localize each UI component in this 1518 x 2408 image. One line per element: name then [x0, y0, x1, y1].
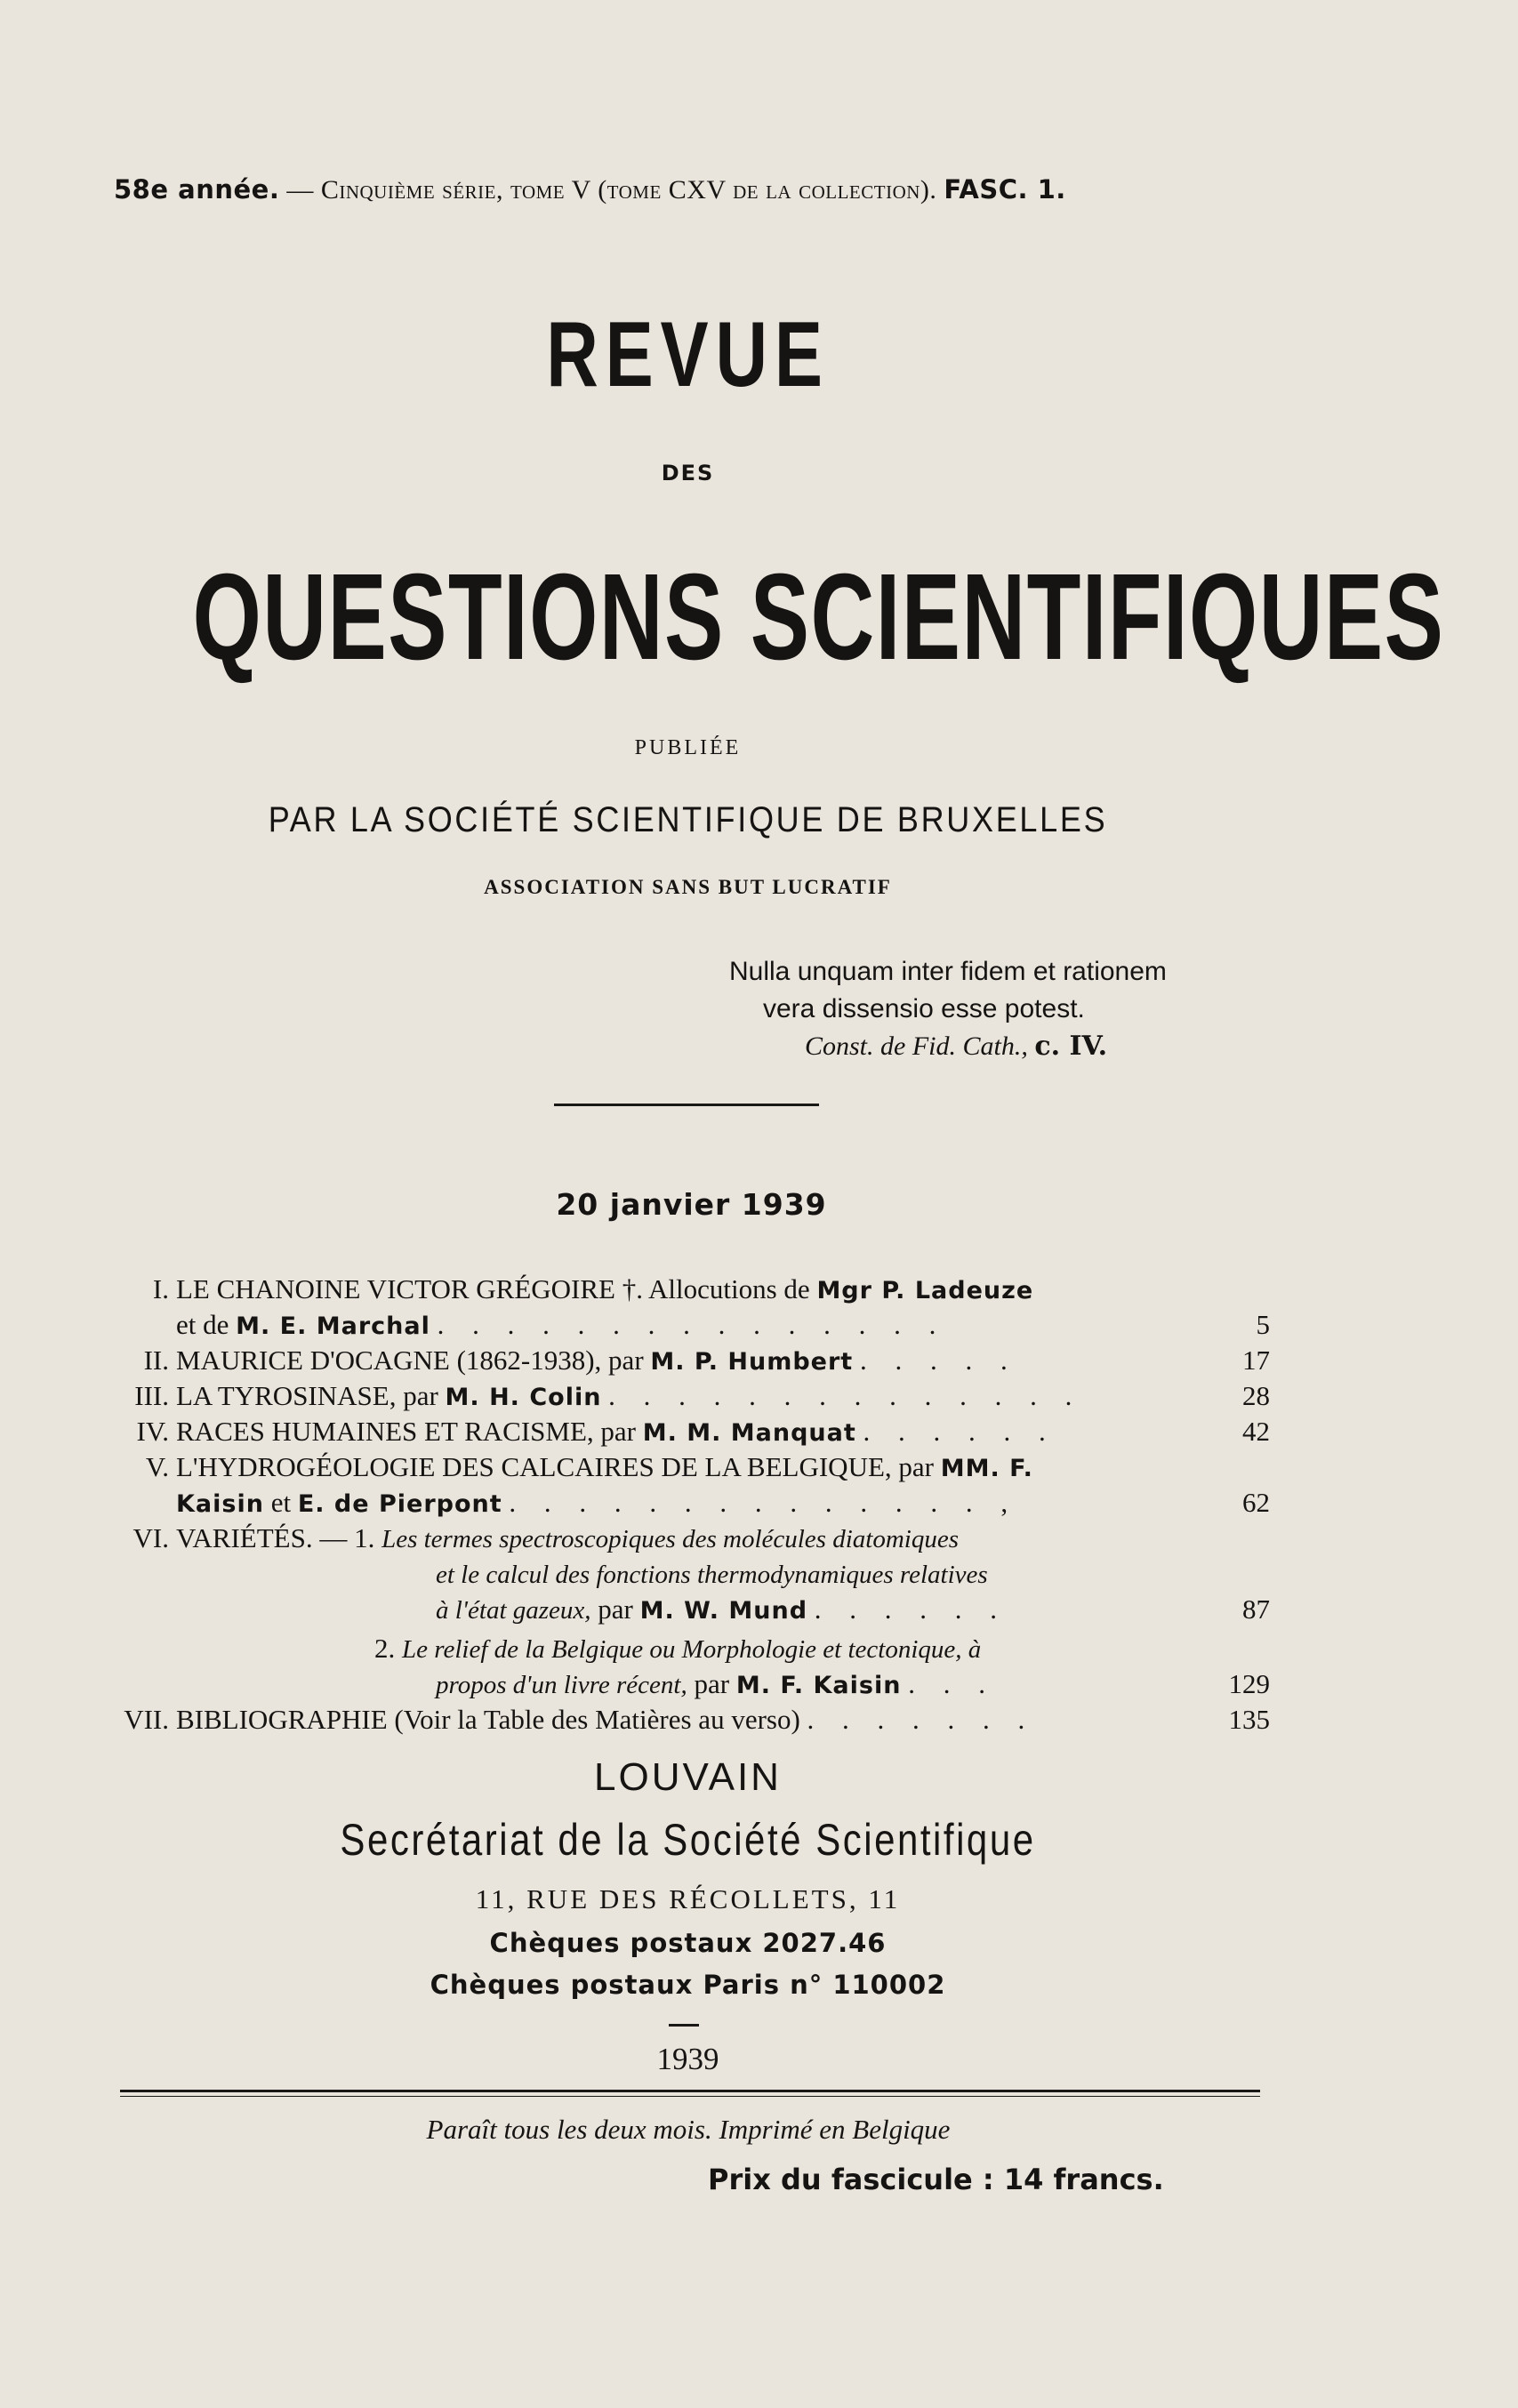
toc-row: III. LA TYROSINASE, par M. H. Colin . . . . . . . . . . . . . . 28: [114, 1378, 1270, 1414]
toc-number: II.: [143, 1344, 169, 1376]
toc-author: Kaisin: [176, 1490, 264, 1518]
toc-title: LE CHANOINE VICTOR GRÉGOIRE †. Allocutions de: [176, 1273, 817, 1304]
title-main: QUESTIONS SCIENTIFIQUES: [192, 549, 1445, 686]
toc-page: 62: [1242, 1487, 1270, 1518]
toc-number: V.: [145, 1451, 169, 1482]
imprint-cheques-paris: Chèques postaux Paris n° 110002: [430, 1970, 946, 2000]
toc-number: 2.: [374, 1633, 402, 1664]
table-of-contents: [114, 1272, 1270, 1738]
imprint-year: 1939: [656, 2042, 719, 2076]
toc-author-2: E. de Pierpont: [297, 1490, 502, 1518]
imprint-address: 11, RUE DES RÉCOLLETS, 11: [475, 1883, 901, 1914]
toc-by: par: [590, 1593, 640, 1625]
imprint-cheques: Chèques postaux 2027.46: [489, 1928, 887, 1958]
toc-number: III.: [134, 1380, 169, 1411]
toc-row: propos d'un livre récent, par M. F. Kaisin . . . 129: [114, 1666, 1270, 1702]
title-revue: REVUE: [546, 303, 830, 406]
toc-article-title: Le relief de la Belgique ou Morphologie et tectonique, à: [402, 1635, 982, 1664]
toc-article-title: propos d'un livre récent,: [436, 1671, 687, 1699]
imprint-secretariat: Secrétariat de la Société Scientifique: [340, 1815, 1036, 1865]
publisher-name: PAR LA SOCIÉTÉ SCIENTIFIQUE DE BRUXELLES: [268, 800, 1108, 839]
toc-row: VII. BIBLIOGRAPHIE (Voir la Table des Matières au verso) . . . . . . . 135: [114, 1702, 1270, 1738]
toc-title: L'HYDROGÉOLOGIE DES CALCAIRES DE LA BELGIQUE, par: [176, 1451, 941, 1482]
toc-title: LA TYROSINASE, par: [176, 1380, 446, 1411]
motto-source-title: Const. de Fid. Cath.,: [805, 1031, 1028, 1061]
issue-year: 58e année.: [114, 174, 280, 205]
issue-series: — Cinquième série, tome V (tome CXV de la collection).: [286, 175, 937, 205]
toc-title: VARIÉTÉS. — 1.: [176, 1522, 382, 1553]
divider: [554, 1104, 819, 1106]
imprint-city: LOUVAIN: [594, 1755, 782, 1799]
toc-article-title: Les termes spectroscopiques des molécules diatomiques: [382, 1525, 959, 1553]
toc-row: Kaisin et E. de Pierpont . . . . . . . . . . . . . . , 62: [114, 1485, 1270, 1521]
toc-article-title: à l'état gazeux,: [436, 1596, 591, 1625]
toc-author: M. P. Humbert: [650, 1348, 854, 1376]
toc-article-title: et le calcul des fonctions thermodynamiques relatives: [436, 1561, 988, 1589]
toc-title: et: [263, 1487, 298, 1518]
issue-date: 20 janvier 1939: [556, 1187, 827, 1222]
issue-price: Prix du fascicule : 14 francs.: [708, 2163, 1164, 2196]
toc-number: IV.: [136, 1416, 169, 1447]
toc-by: par: [687, 1668, 736, 1699]
title-des: DES: [661, 461, 715, 486]
toc-page: 28: [1242, 1380, 1270, 1411]
association-label: ASSOCIATION SANS BUT LUCRATIF: [484, 876, 892, 898]
toc-author: MM. F.: [940, 1455, 1033, 1482]
toc-row: [114, 1521, 1270, 1556]
motto-source: [729, 1028, 1281, 1065]
toc-row: [114, 1556, 1270, 1592]
published-label: PUBLIÉE: [634, 736, 742, 759]
toc-number: I.: [152, 1273, 169, 1304]
toc-number: VI.: [133, 1522, 169, 1553]
toc-title: MAURICE D'OCAGNE (1862-1938), par: [176, 1344, 651, 1376]
footer-rule: [120, 2090, 1260, 2092]
toc-author: M. E. Marchal: [236, 1312, 430, 1340]
toc-row: [114, 1272, 1270, 1307]
toc-row: II. MAURICE D'OCAGNE (1862-1938), par M. P. Humbert . . . . . 17: [114, 1343, 1270, 1378]
motto: [729, 953, 1281, 1065]
toc-page: 17: [1242, 1344, 1270, 1376]
toc-number: VII.: [124, 1704, 169, 1735]
toc-row: IV. RACES HUMAINES ET RACISME, par M. M. Manquat . . . . . . 42: [114, 1414, 1270, 1449]
toc-row: [114, 1449, 1270, 1485]
toc-author: Mgr P. Ladeuze: [816, 1277, 1034, 1304]
toc-author: M. F. Kaisin: [735, 1672, 902, 1699]
footer-rule-thin: [120, 2096, 1260, 2097]
motto-source-chapter: c. IV.: [1034, 1031, 1108, 1062]
toc-page: 135: [1228, 1704, 1270, 1735]
motto-line-2: vera dissensio esse potest.: [763, 994, 1085, 1023]
toc-author: M. M. Manquat: [642, 1419, 856, 1447]
motto-line-1: Nulla unquam inter fidem et rationem: [729, 957, 1167, 986]
toc-page: 42: [1242, 1416, 1270, 1447]
toc-row: [114, 1631, 1270, 1666]
publication-frequency: Paraît tous les deux mois. Imprimé en Belgique: [426, 2114, 951, 2145]
toc-author: M. H. Colin: [445, 1384, 602, 1411]
issue-header: [114, 174, 1270, 205]
toc-title: BIBLIOGRAPHIE (Voir la Table des Matières au verso): [176, 1704, 800, 1735]
short-dash: [669, 2024, 699, 2027]
toc-page: 129: [1228, 1668, 1270, 1699]
toc-row: et de M. E. Marchal . . . . . . . . . . . . . . . 5: [114, 1307, 1270, 1343]
toc-author: M. W. Mund: [639, 1597, 808, 1625]
toc-page: 87: [1242, 1593, 1270, 1625]
toc-title: et de: [176, 1309, 237, 1340]
toc-title: RACES HUMAINES ET RACISME, par: [176, 1416, 643, 1447]
toc-row: à l'état gazeux, par M. W. Mund . . . . . . 87: [114, 1592, 1270, 1627]
issue-fascicle: FASC. 1.: [944, 174, 1066, 205]
toc-page: 5: [1256, 1309, 1270, 1340]
